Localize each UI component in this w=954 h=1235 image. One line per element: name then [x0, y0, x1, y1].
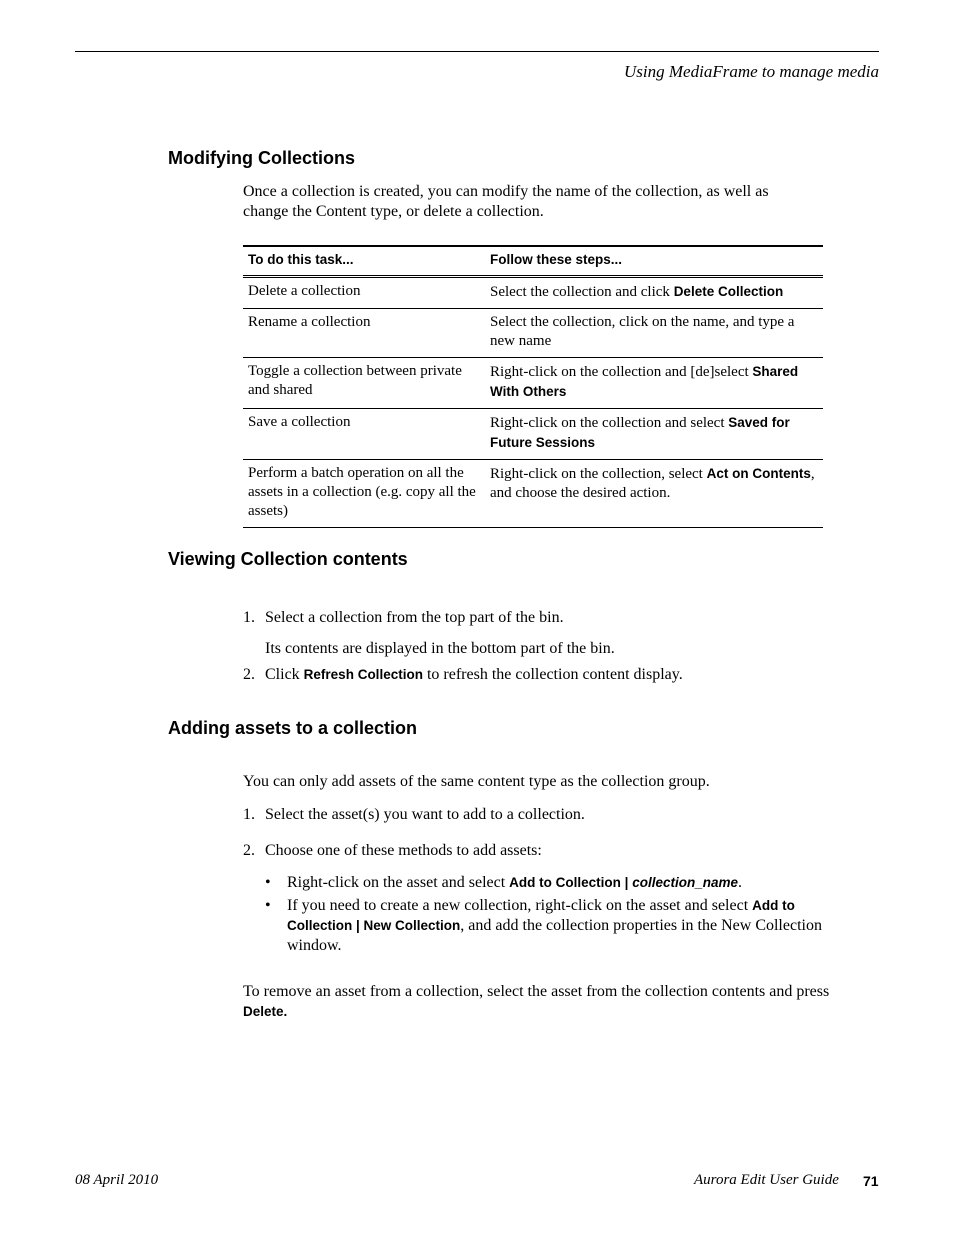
ui-label: Act on Contents — [706, 466, 811, 481]
table-row — [243, 358, 823, 409]
task-table-header-row — [243, 247, 823, 277]
steps-text: Select the collection and click — [490, 284, 674, 300]
table-cell-task: Delete a collection — [248, 283, 361, 299]
bullet-text-suffix: . — [737, 874, 742, 891]
ui-label: Delete. — [243, 1004, 288, 1019]
section2-step2 — [243, 665, 843, 685]
steps-text: Right-click on the collection and [de]select — [490, 364, 753, 380]
bullet-list — [265, 873, 825, 956]
table-row — [243, 277, 823, 309]
ui-label: Refresh Collection — [303, 667, 423, 682]
table-row — [243, 460, 823, 528]
running-header: Using MediaFrame to manage media — [624, 62, 879, 81]
bullet-text-suffix: , and add the collection properties in the New Collection window. — [287, 917, 822, 954]
step-number: 1. — [243, 806, 255, 823]
section3-step2 — [243, 841, 843, 861]
step-number: 2. — [243, 666, 255, 683]
table-cell-task: Perform a batch operation on all the assets in a collection (e.g. copy all the assets) — [243, 460, 485, 528]
task-table-header-steps: Follow these steps... — [490, 252, 623, 267]
table-cell-steps — [485, 409, 823, 460]
table-row — [243, 309, 823, 358]
steps-text: Right-click on the collection, select — [490, 466, 707, 482]
table-cell-task: Rename a collection — [243, 309, 485, 358]
task-table-header-task: To do this task... — [248, 252, 354, 267]
step-text: Select the asset(s) you want to add to a collection. — [265, 806, 585, 823]
step-text: Click — [265, 666, 304, 683]
footer-page-number: 71 — [863, 1173, 879, 1189]
remove-text: To remove an asset from a collection, select the asset from the collection contents and press — [243, 983, 830, 1000]
ui-label-italic: collection_name — [632, 875, 738, 890]
header-rule — [75, 51, 879, 52]
bullet-text: If you need to create a new collection, right-click on the asset and select — [287, 897, 753, 914]
task-table-wrapper — [243, 245, 823, 528]
footer-date: 08 April 2010 — [75, 1172, 159, 1188]
step-number: 1. — [243, 609, 255, 626]
section-heading-modifying-collections: Modifying Collections — [168, 148, 355, 168]
section3-step1 — [243, 805, 843, 825]
task-table — [243, 246, 823, 528]
section2-step1-note: Its contents are displayed in the bottom part of the bin. — [265, 640, 615, 657]
ui-label: Add to Collection | New Collection — [287, 898, 795, 933]
section3-intro: You can only add assets of the same content type as the collection group. — [243, 773, 710, 790]
table-row — [243, 409, 823, 460]
bullet-text: Right-click on the asset and select — [287, 874, 510, 891]
steps-text: Right-click on the collection and select — [490, 415, 729, 431]
ui-label: Saved for Future Sessions — [490, 415, 790, 450]
section1-intro-line1: Once a collection is created, you can modify the name of the collection, as well as — [243, 183, 769, 200]
ui-label: Delete Collection — [673, 284, 784, 299]
table-cell-steps — [485, 460, 823, 528]
section2-step1 — [243, 608, 843, 628]
steps-text: Select the collection, click on the name, and type a new name — [490, 314, 795, 349]
table-cell-task: Save a collection — [243, 409, 485, 460]
section-heading-viewing-collection-contents: Viewing Collection contents — [168, 549, 408, 569]
section1-intro-line2: change the Content type, or delete a collection. — [243, 203, 544, 220]
section3-remove-note — [243, 982, 833, 1022]
footer-guide-title: Aurora Edit User Guide — [694, 1172, 839, 1188]
step-text-suffix: to refresh the collection content display. — [422, 666, 683, 683]
section1-intro — [243, 182, 843, 222]
table-cell-steps — [485, 358, 823, 409]
bullet-marker: • — [265, 874, 271, 891]
ui-label: Add to Collection | — [509, 875, 633, 890]
ui-label: Shared With Others — [490, 364, 799, 399]
step-number: 2. — [243, 842, 255, 859]
step-text: Select a collection from the top part of the bin. — [265, 609, 564, 626]
table-cell-steps — [485, 309, 823, 358]
section-heading-adding-assets: Adding assets to a collection — [168, 718, 418, 738]
list-item — [265, 873, 825, 893]
bullet-marker: • — [265, 897, 271, 914]
table-cell-steps — [485, 277, 823, 309]
table-cell-task: Toggle a collection between private and shared — [243, 358, 485, 409]
list-item — [265, 896, 825, 956]
steps-text-suffix: , and choose the desired action. — [490, 466, 815, 501]
step-text: Choose one of these methods to add assets: — [265, 842, 542, 859]
